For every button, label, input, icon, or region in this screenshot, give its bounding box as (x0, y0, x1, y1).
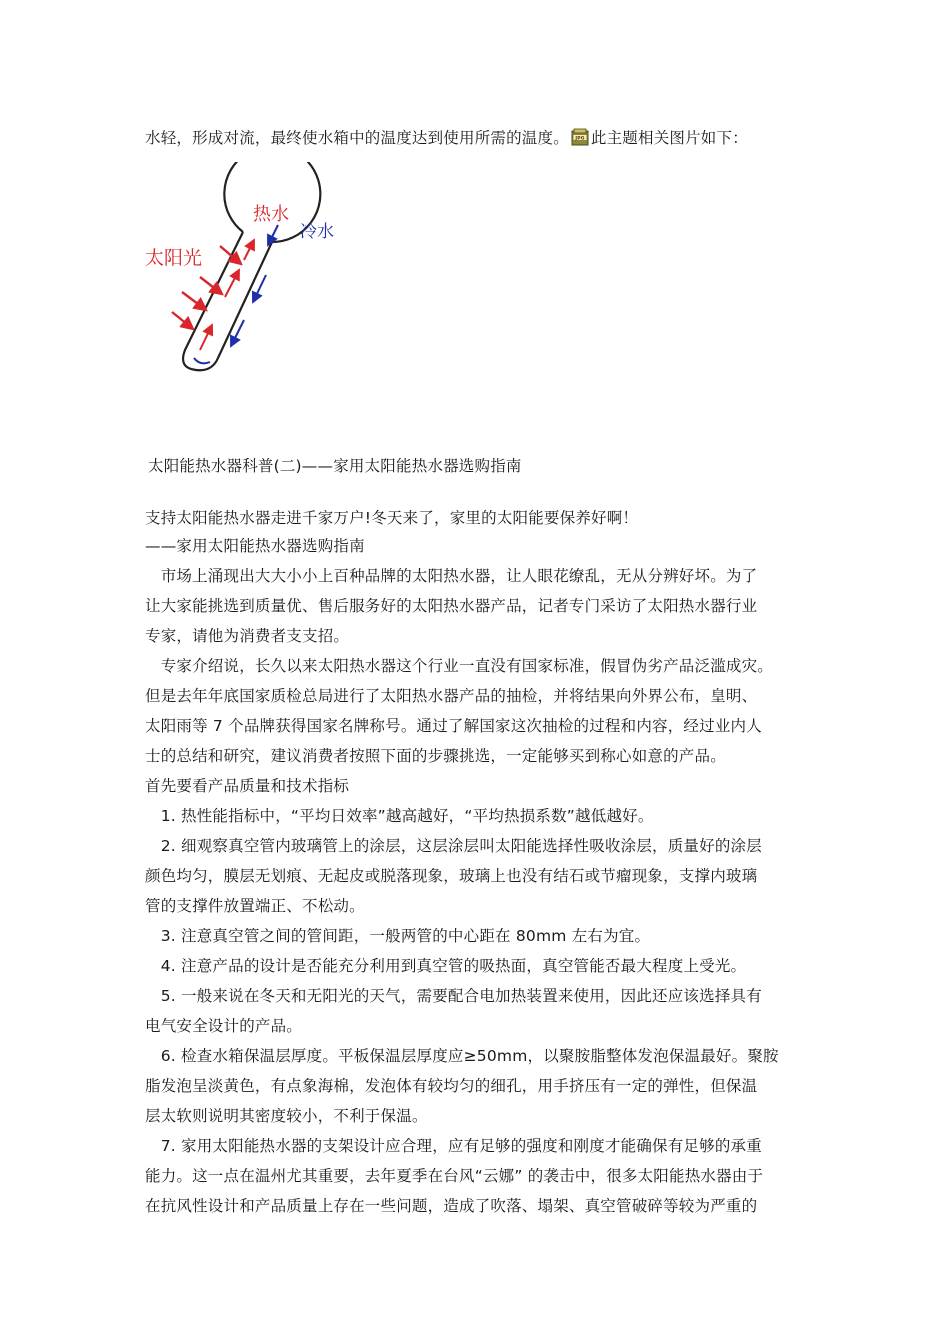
body-line: 太阳雨等 7 个品牌获得国家名牌称号。通过了解国家这次抽检的过程和内容，经过业内人 (145, 717, 762, 735)
hot-water-arrow (200, 325, 212, 350)
hot-water-label: 热水 (253, 204, 289, 225)
body-line: 士的总结和研究，建议消费者按照下面的步骤挑选，一定能够买到称心如意的产品。 (145, 747, 726, 765)
body-line: 但是去年年底国家质检总局进行了太阳热水器产品的抽检，并将结果向外界公布，皇明、 (145, 687, 758, 705)
sunlight-arrow (172, 312, 193, 329)
body-line: 专家介绍说，长久以来太阳热水器这个行业一直没有国家标准，假冒伪劣产品泛滥成灾。 (145, 657, 774, 675)
body-line: 层太软则说明其密度较小，不利于保温。 (145, 1107, 428, 1125)
body-line: 在抗风性设计和产品质量上存在一些问题，造成了吹落、塌架、真空管破碎等较为严重的 (145, 1197, 758, 1215)
svg-text:JPG: JPG (575, 136, 585, 142)
section-title: 太阳能热水器科普(二)——家用太阳能热水器选购指南 (148, 457, 522, 475)
list-item: 2. 细观察真空管内玻璃管上的涂层，这层涂层叫太阳能选择性吸收涂层，质量好的涂层 (145, 837, 762, 855)
list-item: 6. 检查水箱保温层厚度。平板保温层厚度应≥50mm，以聚胺脂整体发泡保温最好。聚胺 (145, 1047, 779, 1065)
body-line: 电气安全设计的产品。 (145, 1017, 303, 1035)
body-line: 专家，请他为消费者支支招。 (145, 627, 350, 645)
list-item: 3. 注意真空管之间的管间距，一般两管的中心距在 80mm 左右为宜。 (145, 927, 651, 945)
sunlight-arrow (220, 246, 241, 264)
jpg-image-icon[interactable] (571, 128, 589, 146)
sunlight-label: 太阳光 (145, 247, 203, 269)
solar-water-heater-diagram (140, 162, 360, 390)
subheading: 首先要看产品质量和技术指标 (145, 777, 350, 795)
list-item: 1. 热性能指标中，“平均日效率”越高越好，“平均热损系数”越低越好。 (145, 807, 654, 825)
intro-line (145, 128, 748, 148)
intro-suffix: 此主题相关图片如下： (590, 129, 748, 147)
tube-bottom-bend (194, 358, 210, 363)
list-item: 7. 家用太阳能热水器的支架设计应合理，应有足够的强度和刚度才能确保有足够的承重 (145, 1137, 762, 1155)
hot-water-arrow (244, 240, 254, 260)
list-item: 5. 一般来说在冬天和无阳光的天气，需要配合电加热装置来使用，因此还应该选择具有 (145, 987, 762, 1005)
body-line: 脂发泡呈淡黄色，有点象海棉，发泡体有较均匀的细孔，用手挤压有一定的弹性，但保温 (145, 1077, 758, 1095)
body-line: 让大家能挑选到质量优、售后服务好的太阳热水器产品，记者专门采访了太阳热水器行业 (145, 597, 758, 615)
body-line: 颜色均匀，膜层无划痕、无起皮或脱落现象，玻璃上也没有结石或节瘤现象，支撑内玻璃 (145, 867, 758, 885)
hot-water-arrow (225, 270, 239, 297)
intro-text: 水轻，形成对流，最终使水箱中的温度达到使用所需的温度。 (145, 129, 569, 147)
body-line: ——家用太阳能热水器选购指南 (145, 537, 365, 555)
cold-water-label: 冷水 (300, 222, 334, 242)
body-line: 能力。这一点在温州尤其重要，去年夏季在台风“云娜” 的袭击中，很多太阳能热水器由于 (145, 1167, 764, 1185)
body-line: 管的支撑件放置端正、不松动。 (145, 897, 365, 915)
sunlight-arrow (182, 292, 206, 310)
body-line: 市场上涌现出大大小小上百种品牌的太阳热水器，让人眼花缭乱，无从分辨好坏。为了 (145, 567, 758, 585)
body-line: 支持太阳能热水器走进千家万户!冬天来了，家里的太阳能要保养好啊！ (145, 509, 639, 527)
list-item: 4. 注意产品的设计是否能充分利用到真空管的吸热面，真空管能否最大程度上受光。 (145, 957, 747, 975)
